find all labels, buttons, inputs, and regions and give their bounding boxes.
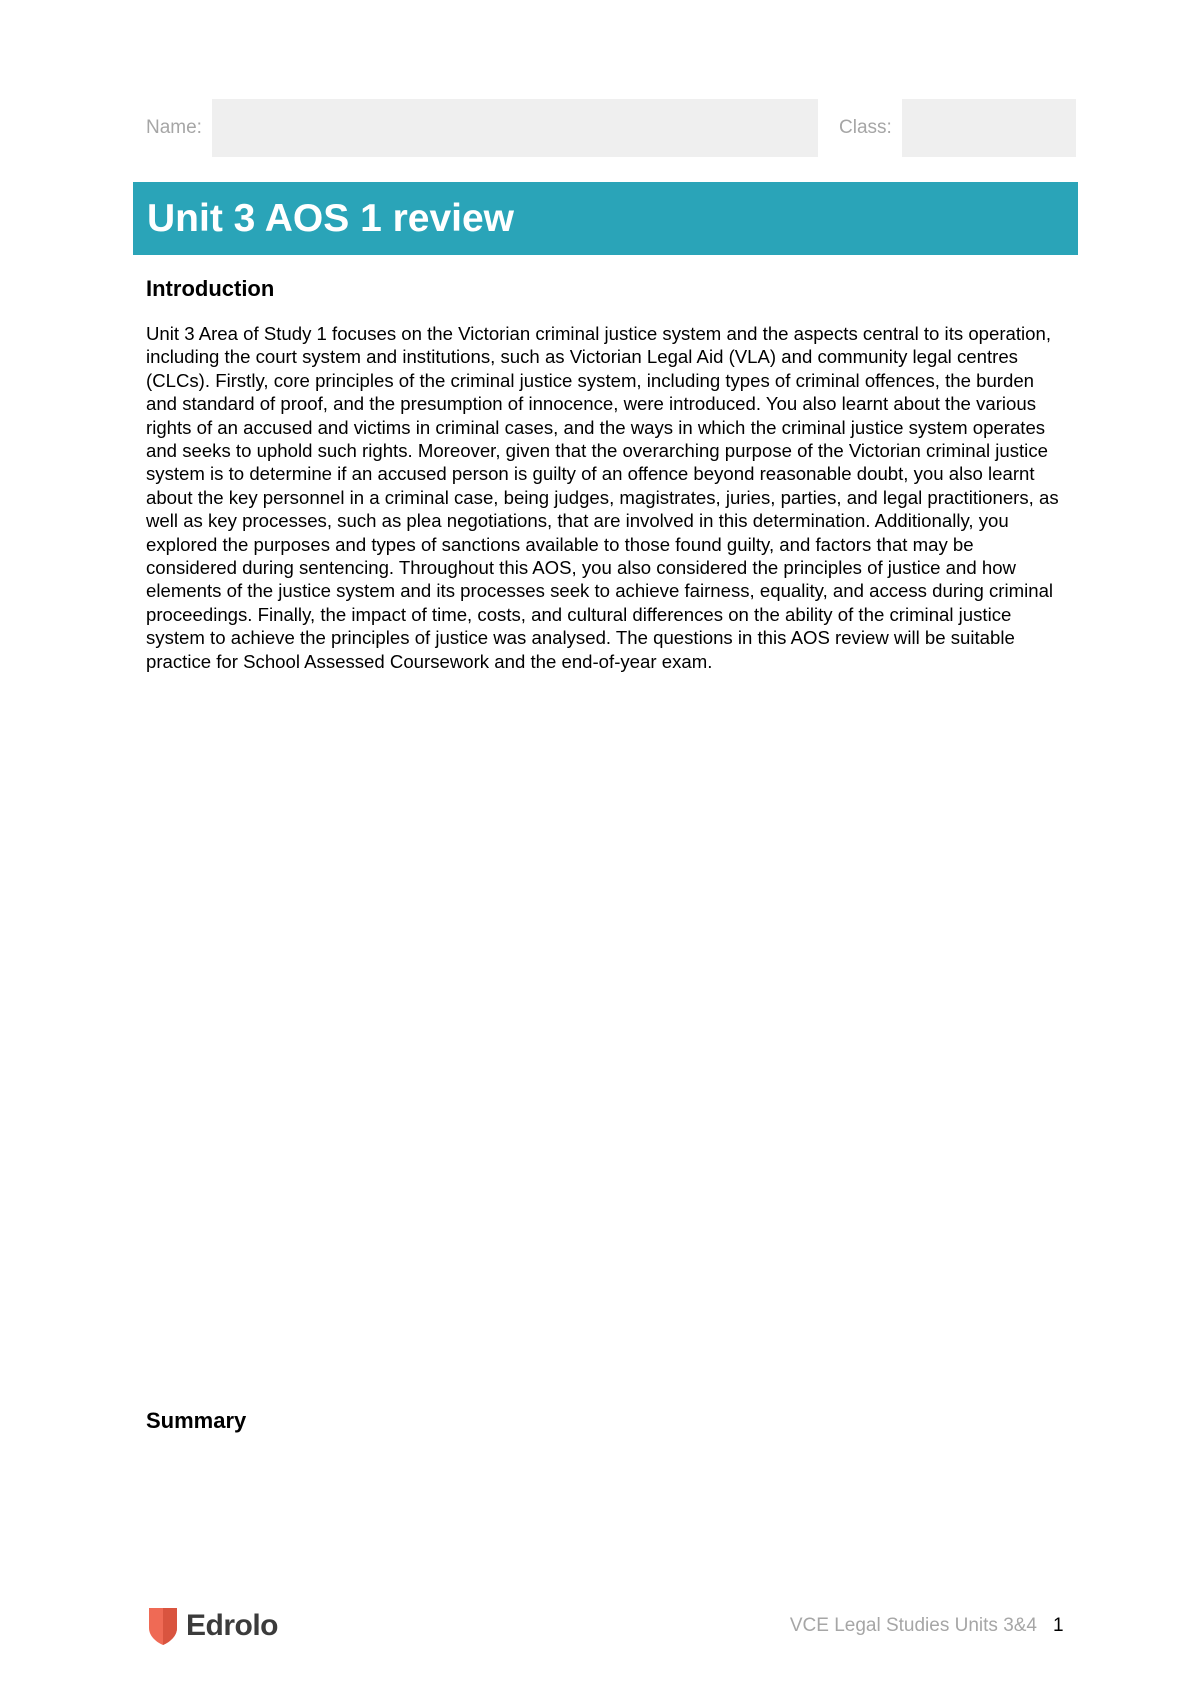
introduction-heading: Introduction: [146, 276, 275, 301]
name-label: Name:: [146, 117, 202, 138]
logo-text: Edrolo: [186, 1609, 278, 1642]
summary-heading: Summary: [146, 1408, 247, 1433]
name-field[interactable]: [212, 99, 818, 157]
shield-icon: [148, 1606, 178, 1646]
class-label: Class:: [839, 117, 892, 138]
title-bar: [133, 182, 1078, 255]
footer-course: VCE Legal Studies Units 3&4: [789, 1615, 1037, 1636]
introduction-body: Unit 3 Area of Study 1 focuses on the Victorian criminal justice system and the aspects central to its operation, including the court system and institutions, such as Victorian Legal Aid (VLA) and community legal centres (CLCs). Firstly, core principles of the criminal justice system, including types of criminal offences, the burden and standard of proof, and the presumption of innocence, were introduced. You also learnt about the various rights of an accused and victims in criminal cases, and the ways in which the criminal justice system operates and seeks to uphold such rights. Moreover, given that the overarching purpose of the Victorian criminal justice system is to determine if an accused person is guilty of an offence beyond reasonable doubt, you also learnt about the key personnel in a criminal case, being judges, magistrates, juries, parties, and legal practitioners, as well as key processes, such as plea negotiations, that are involved in this determination. Additionally, you explored the purposes and types of sanctions available to those found guilty, and factors that may be considered during sentencing. Throughout this AOS, you also considered the principles of justice and how elements of the justice system and its processes seek to achieve fairness, equality, and access during criminal proceedings. Finally, the impact of time, costs, and cultural differences on the ability of the criminal justice system to achieve the principles of justice was analysed. The questions in this AOS review will be suitable practice for School Assessed Coursework and the end-of-year exam.: [146, 323, 1059, 672]
name-class-row: [146, 99, 1072, 157]
class-field[interactable]: [902, 99, 1076, 157]
edrolo-logo: [148, 1606, 308, 1646]
page-title: Unit 3 AOS 1 review: [147, 197, 515, 240]
page-number: 1: [1053, 1615, 1064, 1636]
